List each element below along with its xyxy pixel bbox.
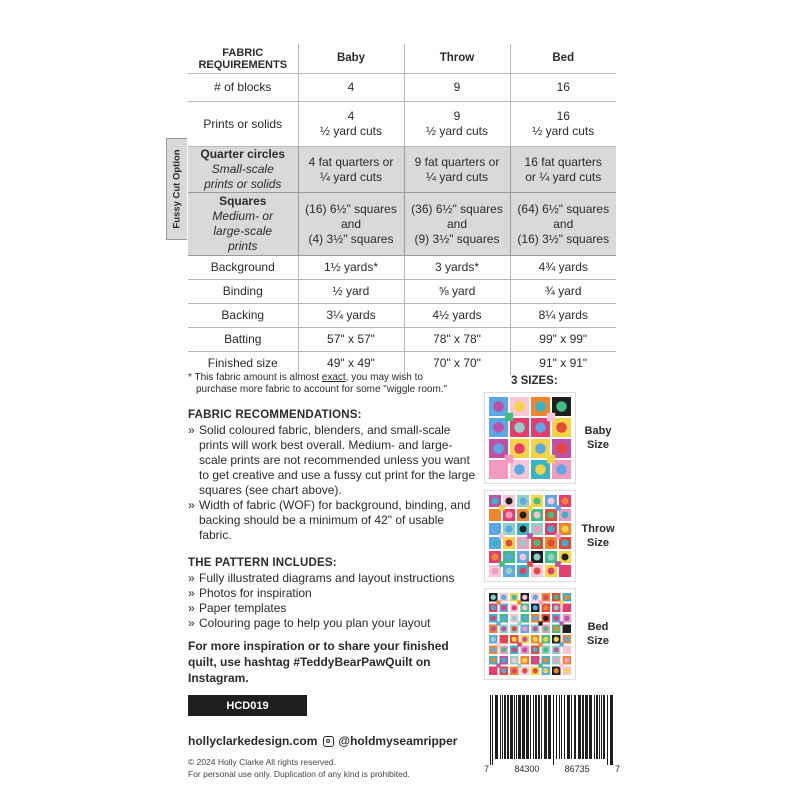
barcode-bar [571, 695, 572, 759]
row-label: Quarter circles Small-scale prints or solids [188, 147, 298, 193]
table-row [188, 193, 616, 256]
quilt-circle [534, 568, 541, 575]
quilt-center-square [538, 621, 542, 625]
table-row [188, 256, 616, 280]
barcode-bar [582, 695, 584, 759]
barcode-bar [530, 695, 531, 759]
pattern-code-label: HCD019 [188, 695, 307, 716]
table-row [188, 74, 616, 102]
quilt-circle [534, 526, 541, 533]
quilt-center-square [499, 561, 505, 567]
list-item: » Colouring page to help you plan your layout [188, 616, 484, 631]
quilt-circle [514, 443, 525, 454]
row-label: Finished size [188, 352, 298, 376]
cell: 3 yards* [404, 256, 510, 280]
barcode-bar [516, 695, 517, 759]
quilt-circle [522, 658, 527, 663]
quilt-circle [501, 595, 506, 600]
barcode-bar [510, 695, 513, 759]
barcode-bar [514, 695, 515, 759]
barcode-bar [507, 695, 509, 759]
quilt-circle [554, 605, 559, 610]
quilt-circle [533, 658, 538, 663]
cell: 99" x 99" [510, 328, 616, 352]
barcode-bar [564, 695, 565, 759]
quilt-center-square [496, 663, 500, 667]
quilt-center-square [538, 600, 542, 604]
baby-quilt-image [484, 392, 576, 484]
quilt-circle [501, 616, 506, 621]
cell: ½ yard [298, 280, 404, 304]
quilt-circle [501, 668, 506, 673]
sizes-heading: 3 SIZES: [511, 375, 558, 387]
recommendations-heading: FABRIC RECOMMENDATIONS: [188, 409, 362, 421]
quilt-center-square [496, 600, 500, 604]
quilt-circle [534, 498, 541, 505]
quilt-circle [543, 605, 548, 610]
quilt-circle [512, 605, 517, 610]
quilt-circle [554, 626, 559, 631]
column-header-baby: Baby [298, 44, 404, 74]
quilt-circle [520, 526, 527, 533]
quilt-circle [492, 568, 499, 575]
quilt-circle [512, 616, 517, 621]
table-row [188, 280, 616, 304]
quilt-circle [562, 554, 569, 561]
quilt-circle [506, 512, 513, 519]
barcode-bar [538, 695, 540, 759]
quilt-circle [520, 498, 527, 505]
quilt-circle [564, 616, 569, 621]
row-label: Batting [188, 328, 298, 352]
quilt-circle [520, 540, 527, 547]
list-item: » Solid coloured fabric, blenders, and small-scale prints will work best overall. Medium- and large-scale prints are not recommended unless you want to get creative and use a fussy cut print for the large squares (see chart above). [188, 423, 478, 498]
cell: 9 [404, 74, 510, 102]
quilt-circle [491, 658, 496, 663]
quilt-circle [554, 595, 559, 600]
quilt-center-square [559, 663, 563, 667]
quilt-circle [491, 626, 496, 631]
website-link[interactable]: hollyclarkedesign.com [188, 734, 318, 748]
list-item: » Paper templates [188, 601, 484, 616]
quilt-circle [506, 554, 513, 561]
quilt-circle [491, 605, 496, 610]
cell: 9 ½ yard cuts [404, 102, 510, 147]
quilt-circle [512, 595, 517, 600]
quilt-circle [491, 637, 496, 642]
barcode-bar [601, 695, 602, 759]
quilt-circle [522, 647, 527, 652]
barcode-bar [607, 695, 608, 765]
quilt-circle [522, 595, 527, 600]
quilt-center-square [505, 455, 513, 463]
quilt-circle [543, 637, 548, 642]
table-row [188, 147, 616, 193]
barcode-bar [610, 695, 613, 765]
cell: 49" x 49" [298, 352, 404, 376]
quilt-circle [534, 554, 541, 561]
quilt-circle [543, 595, 548, 600]
quilt-center-square [527, 533, 533, 539]
quilt-circle [512, 658, 517, 663]
quilt-circle [491, 668, 496, 673]
background-footnote: * This fabric amount is almost exact, you may wish to purchase more fabric to account for some "wiggle room." [188, 372, 448, 395]
instagram-call-to-action: For more inspiration or to share your finished quilt, use hashtag #TeddyBearPawQuilt on Instagram. [188, 639, 449, 685]
quilt-circle [493, 464, 504, 475]
quilt-circle [556, 422, 567, 433]
quilt-circle [556, 401, 567, 412]
quilt-circle [543, 658, 548, 663]
quilt-circle [506, 498, 513, 505]
cell: ¾ yard [510, 280, 616, 304]
throw-size-label: Throw Size [581, 523, 615, 549]
quilt-center-square [517, 621, 521, 625]
quilt-center-square [559, 600, 563, 604]
quilt-circle [520, 554, 527, 561]
cell: 4¾ yards [510, 256, 616, 280]
bed-size-label: Bed Size [586, 621, 609, 647]
cell: (16) 6½" squares and (4) 3½" squares [298, 193, 404, 256]
quilt-center-square [527, 561, 533, 567]
quilt-center-square [496, 621, 500, 625]
quilt-circle [522, 626, 527, 631]
quilt-circle [501, 605, 506, 610]
quilt-circle [491, 595, 496, 600]
quilt-circle [556, 443, 567, 454]
quilt-circle [534, 512, 541, 519]
quilt-center-square [499, 533, 505, 539]
quilt-circle [493, 422, 504, 433]
barcode-bar [544, 695, 547, 759]
cell: (36) 6½" squares and (9) 3½" squares [404, 193, 510, 256]
quilt-circle [533, 637, 538, 642]
barcode-bar [596, 695, 598, 759]
quilt-circle [491, 616, 496, 621]
table-row [188, 102, 616, 147]
row-label: Squares Medium- or large-scale prints [188, 193, 298, 256]
quilt-circle [562, 512, 569, 519]
quilt-center-square [505, 413, 513, 421]
contact-line [188, 734, 457, 748]
quilt-center-square [538, 642, 542, 646]
table-row [188, 304, 616, 328]
quilt-circle [548, 498, 555, 505]
cell: 4 ½ yard cuts [298, 102, 404, 147]
cell: 91" x 91" [539, 356, 588, 370]
barcode-bar [533, 695, 534, 759]
cell: (64) 6½" squares and (16) 3½" squares [510, 193, 616, 256]
row-label: Backing [188, 304, 298, 328]
quilt-center-square [538, 663, 542, 667]
barcode-bar [603, 695, 605, 759]
quilt-circle [548, 540, 555, 547]
quilt-circle [501, 637, 506, 642]
row-label: Binding [188, 280, 298, 304]
barcode-bar [518, 695, 521, 759]
list-item: » Width of fabric (WOF) for background, binding, and backing should be a minimum of 42" of usable fabric. [188, 498, 478, 543]
quilt-circle [492, 526, 499, 533]
quilt-circle [501, 626, 506, 631]
quilt-center-square [547, 455, 555, 463]
quilt-circle [535, 422, 546, 433]
barcode [488, 695, 616, 765]
quilt-circle [514, 401, 525, 412]
quilt-circle [562, 540, 569, 547]
includes-heading: THE PATTERN INCLUDES: [188, 557, 337, 569]
quilt-circle [533, 616, 538, 621]
quilt-circle [520, 512, 527, 519]
cell: 1½ yards* [298, 256, 404, 280]
baby-size-label: Baby Size [584, 425, 612, 451]
cell: 4 fat quarters or ¼ yard cuts [298, 147, 404, 193]
quilt-circle [564, 647, 569, 652]
table-corner-header: FABRIC REQUIREMENTS [188, 44, 298, 74]
quilt-circle [522, 605, 527, 610]
quilt-circle [554, 658, 559, 663]
quilt-circle [533, 626, 538, 631]
barcode-bar [578, 695, 581, 759]
quilt-circle [533, 668, 538, 673]
cell: 70" x 70" [404, 352, 510, 376]
quilt-circle [548, 568, 555, 575]
fussy-cut-label: Fussy Cut Option [166, 138, 187, 240]
quilt-circle [514, 464, 525, 475]
quilt-circle [512, 668, 517, 673]
quilt-circle [554, 616, 559, 621]
quilt-center-square [555, 533, 561, 539]
fabric-requirements-table [188, 44, 616, 375]
table-row [188, 328, 616, 352]
barcode-bar [559, 695, 560, 759]
quilt-circle [564, 637, 569, 642]
barcode-bar [585, 695, 588, 759]
quilt-center-square [559, 642, 563, 646]
barcode-bar [594, 695, 595, 759]
throw-quilt-image [484, 490, 576, 582]
quilt-circle [564, 668, 569, 673]
cell: 57" x 57" [298, 328, 404, 352]
quilt-circle [493, 443, 504, 454]
quilt-circle [533, 595, 538, 600]
cell: 4 [298, 74, 404, 102]
quilt-circle [534, 540, 541, 547]
quilt-circle [492, 498, 499, 505]
quilt-circle [533, 605, 538, 610]
quilt-circle [533, 647, 538, 652]
barcode-bar [504, 695, 506, 759]
quilt-circle [556, 464, 567, 475]
cell: 16 [510, 74, 616, 102]
quilt-center-square [547, 413, 555, 421]
barcode-bar [500, 695, 501, 759]
instagram-icon [323, 736, 334, 747]
cell: 4½ yards [404, 304, 510, 328]
quilt-circle [535, 401, 546, 412]
quilt-circle [562, 498, 569, 505]
barcode-bar [553, 695, 554, 765]
quilt-circle [492, 512, 499, 519]
quilt-circle [543, 647, 548, 652]
quilt-circle [564, 595, 569, 600]
quilt-circle [535, 464, 546, 475]
quilt-circle [501, 647, 506, 652]
quilt-circle [506, 526, 513, 533]
quilt-circle [562, 526, 569, 533]
quilt-center-square [527, 505, 533, 511]
quilt-circle [548, 526, 555, 533]
list-item: » Fully illustrated diagrams and layout instructions [188, 571, 484, 586]
quilt-circle [554, 668, 559, 673]
barcode-bar [561, 695, 562, 759]
quilt-circle [512, 647, 517, 652]
barcode-bar [548, 695, 551, 759]
cell: 16 ½ yard cuts [510, 102, 616, 147]
quilt-circle [543, 626, 548, 631]
quilt-circle [522, 616, 527, 621]
quilt-circle [522, 637, 527, 642]
barcode-bar [541, 695, 542, 759]
quilt-circle [522, 668, 527, 673]
barcode-bar [574, 695, 576, 759]
quilt-center-square [517, 600, 521, 604]
quilt-circle [512, 637, 517, 642]
bed-quilt-image [484, 588, 576, 680]
list-item: » Photos for inspiration [188, 586, 484, 601]
quilt-circle [501, 658, 506, 663]
instagram-handle[interactable]: @holdmyseamripper [338, 734, 458, 748]
barcode-bar [535, 695, 537, 759]
barcode-bar [502, 695, 503, 759]
quilt-circle [562, 568, 569, 575]
quilt-circle [535, 443, 546, 454]
barcode-bar [556, 695, 557, 759]
quilt-circle [492, 554, 499, 561]
quilt-circle [492, 540, 499, 547]
column-header-throw: Throw [404, 44, 510, 74]
quilt-center-square [517, 663, 521, 667]
copyright: © 2024 Holly Clarke All rights reserved. For personal use only. Duplication of any kind is prohibited. [188, 757, 410, 779]
quilt-circle [506, 540, 513, 547]
quilt-circle [520, 568, 527, 575]
quilt-circle [512, 626, 517, 631]
cell: 16 fat quarters or ¼ yard cuts [510, 147, 616, 193]
barcode-bar [495, 695, 498, 759]
cell: 3¼ yards [298, 304, 404, 328]
row-label: Background [188, 256, 298, 280]
quilt-circle [543, 616, 548, 621]
quilt-circle [493, 401, 504, 412]
quilt-circle [548, 512, 555, 519]
quilt-center-square [555, 561, 561, 567]
quilt-circle [564, 605, 569, 610]
barcode-bar [567, 695, 570, 759]
cell: 8¼ yards [510, 304, 616, 328]
quilt-circle [554, 647, 559, 652]
quilt-center-square [555, 505, 561, 511]
cell: 78" x 78" [404, 328, 510, 352]
fabric-recommendations [188, 408, 478, 543]
row-label: Prints or solids [188, 102, 298, 147]
quilt-circle [548, 554, 555, 561]
barcode-bar [522, 695, 525, 759]
barcode-bar [492, 695, 493, 765]
barcode-bar [599, 695, 600, 759]
barcode-digits: 7 84300 86735 7 [484, 764, 620, 774]
quilt-circle [564, 658, 569, 663]
column-header-bed: Bed [510, 44, 616, 74]
barcode-bar [526, 695, 529, 759]
row-label: # of blocks [188, 74, 298, 102]
quilt-center-square [499, 505, 505, 511]
quilt-center-square [517, 642, 521, 646]
quilt-center-square [496, 642, 500, 646]
quilt-circle [506, 568, 513, 575]
quilt-circle [491, 647, 496, 652]
quilt-center-square [559, 621, 563, 625]
quilt-circle [564, 626, 569, 631]
cell: 9 fat quarters or ¼ yard cuts [404, 147, 510, 193]
quilt-circle [514, 422, 525, 433]
barcode-bar [490, 695, 491, 765]
pattern-includes [188, 556, 484, 631]
quilt-circle [554, 637, 559, 642]
cell: ⅝ yard [404, 280, 510, 304]
barcode-bar [589, 695, 592, 759]
quilt-circle [543, 668, 548, 673]
